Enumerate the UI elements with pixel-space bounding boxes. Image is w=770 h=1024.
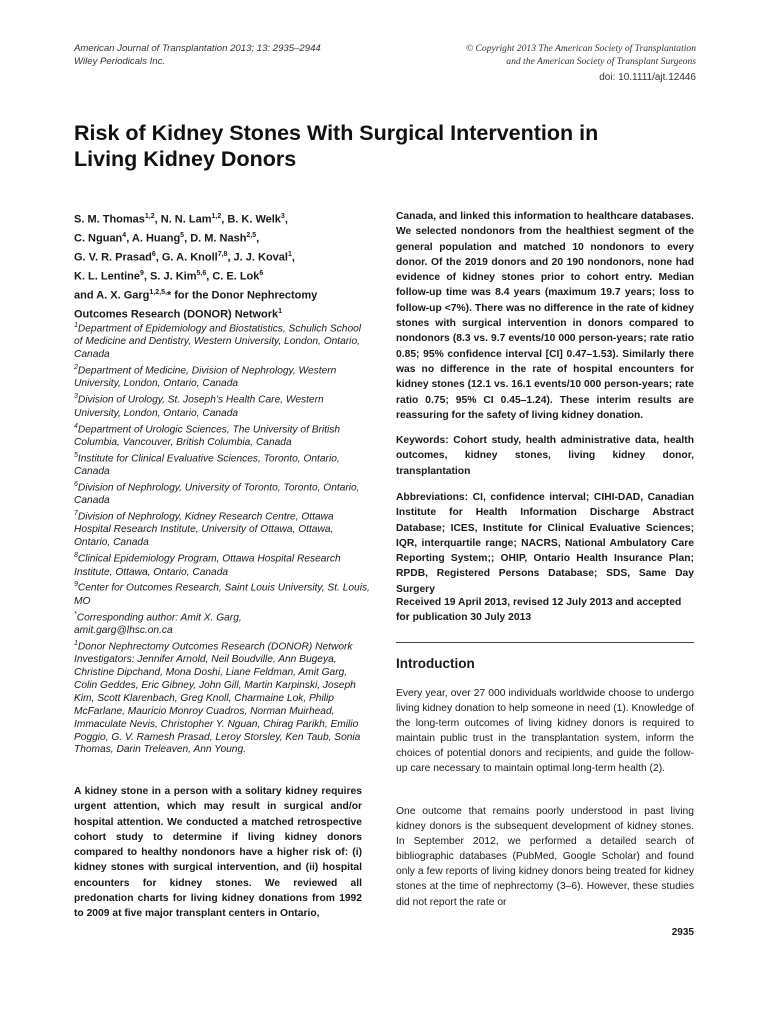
abstract-part-1: A kidney stone in a person with a solitary kidney requires urgent attention, which may result in surgical and/or hospital attention. We conducted a matched retrospective cohort study to determine if living kidney donors compared to healthy nondonors have a higher risk of: (i) kidney stones with surgical intervention, and (ii) hospital encounters for kidney stones. We reviewed all predonation charts for living kidney donations from 1992 to 2009 at five major transplant centers in Ontario, [74,786,362,920]
author: G. V. R. Prasad [74,251,152,264]
copyright-header [466,43,696,68]
affiliation-text: Institute for Clinical Evaluative Sciences, Toronto, Ontario, Canada [74,453,340,478]
introduction-heading: Introduction [396,656,475,671]
affiliation-text: Division of Urology, St. Joseph’s Health Care, Western University, London, Ontario, Canada [74,394,324,419]
author: S. M. Thomas [74,213,145,226]
affiliation-number: 3 [74,393,78,401]
author-group: * for the Donor Nephrectomy [166,289,318,302]
author-group: Outcomes Research (DONOR) Network [74,308,279,321]
affiliation-number: 6 [74,480,78,488]
affiliation-number: * [74,610,77,618]
author-sup: 1 [278,308,283,316]
author-sup: 1,2 [211,213,222,220]
affiliation-text: Corresponding author: Amit X. Garg, [76,612,242,624]
copyright-line-1: © Copyright 2013 The American Society of Transplantation [465,43,696,54]
corresponding-email[interactable]: amit.garg@lhsc.on.ca [74,624,173,636]
journal-header [74,43,321,68]
author-sep: , [291,251,295,264]
affiliation-number: 2 [74,364,78,372]
author-list [74,209,374,323]
affiliation [74,550,372,579]
abstract-part-2: Canada, and linked this information to healthcare databases. We selected nondonors from the healthiest segment of the general population and matched 10 nondonors to every donor. Of the 2019 donors and 20 190 nondonors, none had evidence of kidney stones prior to cohort entry. Median follow-up time was 8.4 years (maximum 19.7 years; loss to follow-up <7%). There was no difference in the rate of kidney stones with surgical intervention in donors compared to nondonors (8.3 vs. 9.7 events/10 000 person-years; rate ratio 0.85; 95% confidence interval [CI] 0.47–1.53). Similarly there was no difference in the rate of hospital encounters for kidney stones (12.1 vs. 16.1 events/10 000 person-years; rate ratio 0.75; 95% CI 0.45–1.24). These interim results are reassuring for the safety of living kidney donation. [396,211,694,421]
affiliation-text: Clinical Epidemiology Program, Ottawa Hospital Research Institute, Ottawa, Ontario, Canada [74,553,341,578]
author: , N. N. Lam [154,213,212,226]
affiliation-number: 1 [74,639,78,647]
article-title [74,120,694,172]
author: and A. X. Garg [74,289,150,302]
affiliation [74,320,372,362]
page-number: 2935 [671,927,694,938]
author: , C. E. Lok [206,270,260,283]
affiliation-text: Department of Medicine, Division of Nephrology, Western University, London, Ontario, Canada [74,365,337,390]
author: , D. M. Nash [184,232,247,245]
author-sup: 1,2,5, [149,289,167,297]
author: , S. J. Kim [143,270,197,283]
affiliation [74,362,372,391]
author: C. Nguan [74,232,123,245]
received-dates: Received 19 April 2013, revised 12 July 2013 and accepted for publication 30 July 2013 [396,597,682,624]
author: , B. K. Welk [221,213,281,226]
intro-paragraph: Every year, over 27 000 individuals worldwide choose to undergo living kidney donation to help someone in need (1). Knowledge of the long-term outcomes of living kidney donors is required to maintain public trust in the transplantation system, inform the choices of potential donors and recipients, and guide the follow-up care necessary to maintain optimal long-term health (2). [396,688,694,775]
title-line-1: Risk of Kidney Stones With Surgical Intervention in [74,121,599,145]
author-sup: 2,5 [246,232,257,240]
affiliation-text: Department of Epidemiology and Biostatistics, Schulich School of Medicine and Dentistry, Western University, London, Ontario, Canada [74,323,362,361]
affiliation-number: 9 [74,581,78,589]
affiliation [74,479,372,508]
affiliation [74,421,372,450]
author-sup: 9 [140,270,144,278]
author-sep: , [284,213,288,226]
corresponding-author [74,609,372,625]
affiliation-number: 8 [74,552,78,560]
author-sup: 5,6 [196,270,207,278]
abbreviations: Abbreviations: CI, confidence interval; CIHI-DAD, Canadian Institute for Health Information Discharge Abstract Database; ICES, Institute for Clinical Evaluative Sciences; IQR, interquartile range; NACRS, National Ambulatory Care Reporting System;; OHIP, Ontario Health Insurance Plan; RPDB, Registered Persons Database; SDS, Same Day Surgery [396,492,694,595]
author-sup: 5 [180,232,185,240]
author-sup: 7,8 [217,251,228,259]
affiliation-number: 5 [74,451,78,459]
intro-paragraph: One outcome that remains poorly understood in past living kidney donors is the subsequent development of kidney stones. In September 2012, we performed a detailed search of bibliographic databases (PubMed, Google Scholar) and found only a few reports of living kidney donors being treated for kidney stones at the time of nephrectomy (3–6). However, these studies did not report the rate or [396,806,694,908]
affiliation-text: Division of Nephrology, Kidney Research Centre, Ottawa Hospital Research Institute, University of Ottawa, Ottawa, Ontario, Canada [74,511,334,549]
affiliations [74,320,372,757]
author: , J. J. Koval [227,251,288,264]
author: , A. Huang [126,232,181,245]
author-sup: 6 [259,270,264,278]
author-sup: 1 [287,251,292,259]
author-sup: 1,2 [144,213,155,220]
section-divider [396,642,694,643]
affiliation-text: Donor Nephrectomy Outcomes Research (DONOR) Network Investigators: Jennifer Arnold, Neil Boudville, Ann Bugeya, Christine Dipchand, Mona Doshi, Liane Feldman, Amit Garg, Colin Geddes, Eric Gibney, John Gill, Martin Karpinski, Joseph Kim, Scott Klarenbach, Greg Knoll, Charmaine Lok, Philip McFarlane, Mauricio Monroy Cuadros, Norman Muirhead, Immaculate Nevis, Christopher Y. Nguan, Chirag Parikh, Emilio Poggio, G. V. Ramesh Prasad, Leroy Storsley, Ken Taub, Sonia Thomas, Darin Treleaven, Ann Young. [74,641,361,756]
journal-citation: American Journal of Transplantation 2013; 13: 2935–2944 [74,43,321,54]
title-line-2: Living Kidney Donors [74,147,297,171]
author: , G. A. Knoll [155,251,218,264]
affiliation-text: Department of Urologic Sciences, The University of British Columbia, Vancouver, British Columbia, Canada [74,423,341,448]
author-sep: , [256,232,260,245]
author-sup: 4 [122,232,127,240]
copyright-line-2: and the American Society of Transplant Surgeons [506,55,696,67]
affiliation-number: 4 [74,422,78,430]
author-sup: 6 [151,251,156,259]
affiliation-number: 7 [74,510,78,518]
affiliation-number: 1 [74,322,78,329]
affiliation [74,450,372,479]
keywords: Keywords: Cohort study, health administrative data, health outcomes, kidney stones, living kidney donor, transplantation [396,435,694,477]
author: K. L. Lentine [74,270,140,283]
publisher: Wiley Periodicals Inc. [74,55,166,67]
affiliation [74,579,372,608]
affiliation [74,508,372,550]
affiliation [74,391,372,420]
author-sup: 3 [280,213,285,220]
affiliation-text: Division of Nephrology, University of Toronto, Toronto, Ontario, Canada [74,482,360,507]
doi: doi: 10.1111/ajt.12446 [599,72,696,83]
affiliation-text: Center for Outcomes Research, Saint Louis University, St. Louis, MO [74,582,370,607]
affiliation [74,638,372,758]
